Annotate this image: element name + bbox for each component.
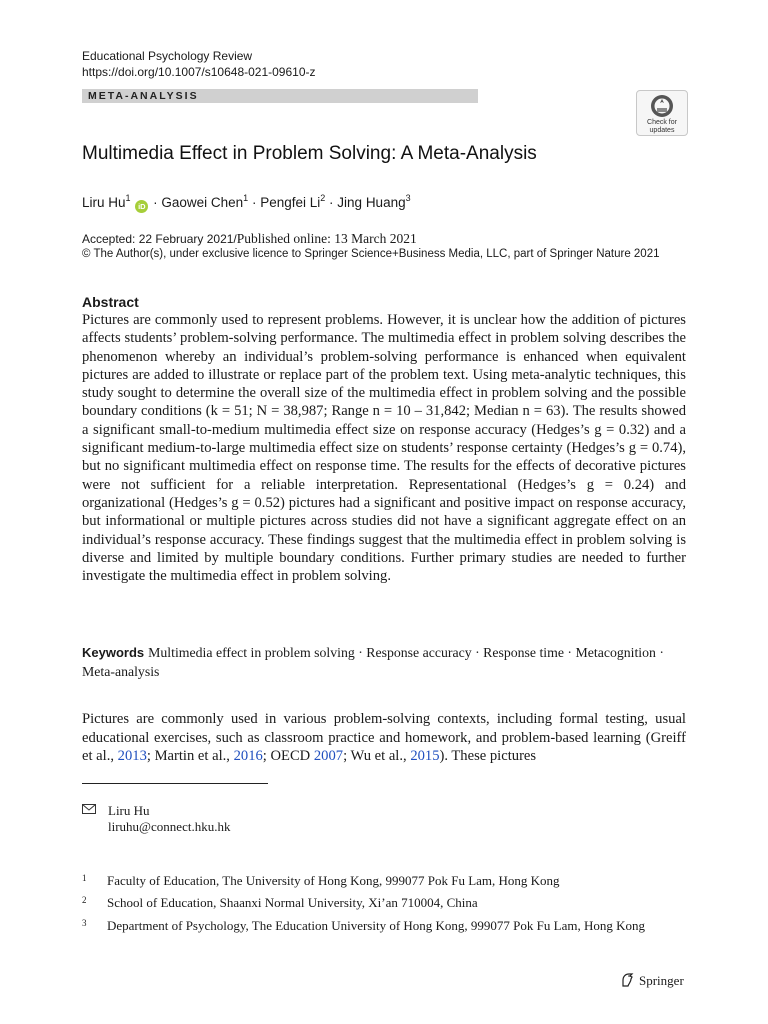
citation-author: Greiff et al., [82, 729, 686, 764]
citation-separator: ; [343, 748, 351, 764]
citation-author: Martin et al., [154, 748, 234, 764]
copyright-notice: © The Author(s), under exclusive licence to Springer Science+Business Media, LLC, part of Springer Nature 2021 [82, 248, 660, 260]
accepted-date: Accepted: 22 February 2021/ [82, 232, 237, 246]
citation-author: OECD [270, 748, 314, 764]
author-separator: · [251, 195, 257, 210]
footnote-divider [82, 783, 268, 784]
affiliation-number: 1 [82, 873, 87, 883]
envelope-icon [82, 804, 96, 814]
keywords-heading: Keywords [82, 645, 145, 660]
body-text: Pictures are commonly used in various problem-solving contexts, including formal testing, usual educational exercises, such as classroom practice and homework, and problem-based learning ( [82, 711, 686, 746]
author-affiliation-ref: 3 [405, 193, 411, 203]
affiliation-text: School of Education, Shaanxi Normal University, Xi’an 710004, China [107, 895, 478, 910]
section-label: META-ANALYSIS [88, 90, 199, 102]
doi-link[interactable]: https://doi.org/10.1007/s10648-021-09610-z [82, 65, 316, 79]
author-name[interactable]: Pengfei Li [260, 195, 321, 210]
citation-author: Wu et al., [350, 748, 411, 764]
abstract-heading: Abstract [82, 294, 139, 310]
publisher-logo [620, 972, 684, 990]
citation-year-link[interactable]: 2013 [117, 748, 147, 764]
springer-horse-icon [620, 972, 636, 988]
publisher-name: Springer [639, 973, 684, 988]
author-name[interactable]: Gaowei Chen [161, 195, 244, 210]
citation-separator: ; [262, 748, 271, 764]
affiliation-number: 3 [82, 918, 87, 928]
journal-name: Educational Psychology Review [82, 49, 253, 63]
orcid-icon[interactable]: iD [135, 200, 148, 213]
citation-year-link[interactable]: 2015 [410, 748, 440, 764]
affiliation-number: 2 [82, 895, 87, 905]
corresponding-author-email[interactable]: liruhu@connect.hku.hk [108, 819, 231, 834]
author-separator: · [153, 195, 158, 210]
citation-separator: ; [146, 748, 155, 764]
abstract-text: Pictures are commonly used to represent problems. However, it is unclear how the addition of pictures affects students’ problem-solving performance. The multimedia effect in problem solving describes the phenomenon whereby an individual’s problem-solving performance is enhanced when equivalent pictures are added to illustrate or replace part of the problem text. Using meta-analytic techniques, this study sought to determine the overall size of the multimedia effect in problem solving and the possible boundary conditions (k = 51; N = 38,987; Range n = 10 – 31,842; Median n = 63). The results showed a significant small-to-medium multimedia effect size on response accuracy (Hedges’s g = 0.32) and a significant medium-to-large multimedia effect size on students’ response certainty (Hedges’s g = 0.74), but no significant multimedia effect on response time. The results for the effects of decorative pictures were not sufficient for a reliable interpretation. Representational (Hedges’s g = 0.24) and organizational (Hedges’s g = 0.52) pictures had a significant and positive impact on response accuracy, but informational or multiple pictures across studies did not have a significant aggregate effect on an individual’s response accuracy. These findings suggest that the multimedia effect in problem solving is diverse and limited by multiple boundary conditions. Further primary studies are needed to further investigate the multimedia effect in problem solving. [82, 312, 686, 585]
body-paragraph [82, 710, 686, 766]
author-affiliation-ref: 1 [125, 193, 131, 203]
published-date: Published online: 13 March 2021 [236, 231, 417, 246]
affiliation-text: Department of Psychology, The Education University of Hong Kong, 999077 Pok Fu Lam, Hong Kong [107, 918, 645, 933]
publication-dates [82, 231, 417, 247]
paper-title: Multimedia Effect in Problem Solving: A Meta-Analysis [82, 143, 537, 164]
author-affiliation-ref: 2 [320, 193, 326, 203]
author-separator: · [329, 195, 334, 210]
author-affiliation-ref: 1 [243, 193, 249, 203]
check-updates-icon [650, 94, 674, 118]
citation-year-link[interactable]: 2007 [313, 748, 344, 764]
citation-year-link[interactable]: 2016 [233, 748, 263, 764]
keywords [82, 643, 686, 681]
section-band [82, 89, 478, 103]
author-name[interactable]: Jing Huang [337, 195, 406, 210]
badge-text: Check for updates [647, 119, 677, 134]
check-for-updates-badge[interactable] [636, 90, 688, 136]
keywords-list: Multimedia effect in problem solving · Response accuracy · Response time · Metacognition · Meta-analysis [82, 645, 664, 679]
affiliation-text: Faculty of Education, The University of Hong Kong, 999077 Pok Fu Lam, Hong Kong [107, 873, 560, 888]
author-list [82, 188, 411, 213]
body-text: ). These pictures [439, 748, 537, 764]
corresponding-author-name: Liru Hu [108, 803, 150, 818]
author-name[interactable]: Liru Hu [82, 195, 126, 210]
